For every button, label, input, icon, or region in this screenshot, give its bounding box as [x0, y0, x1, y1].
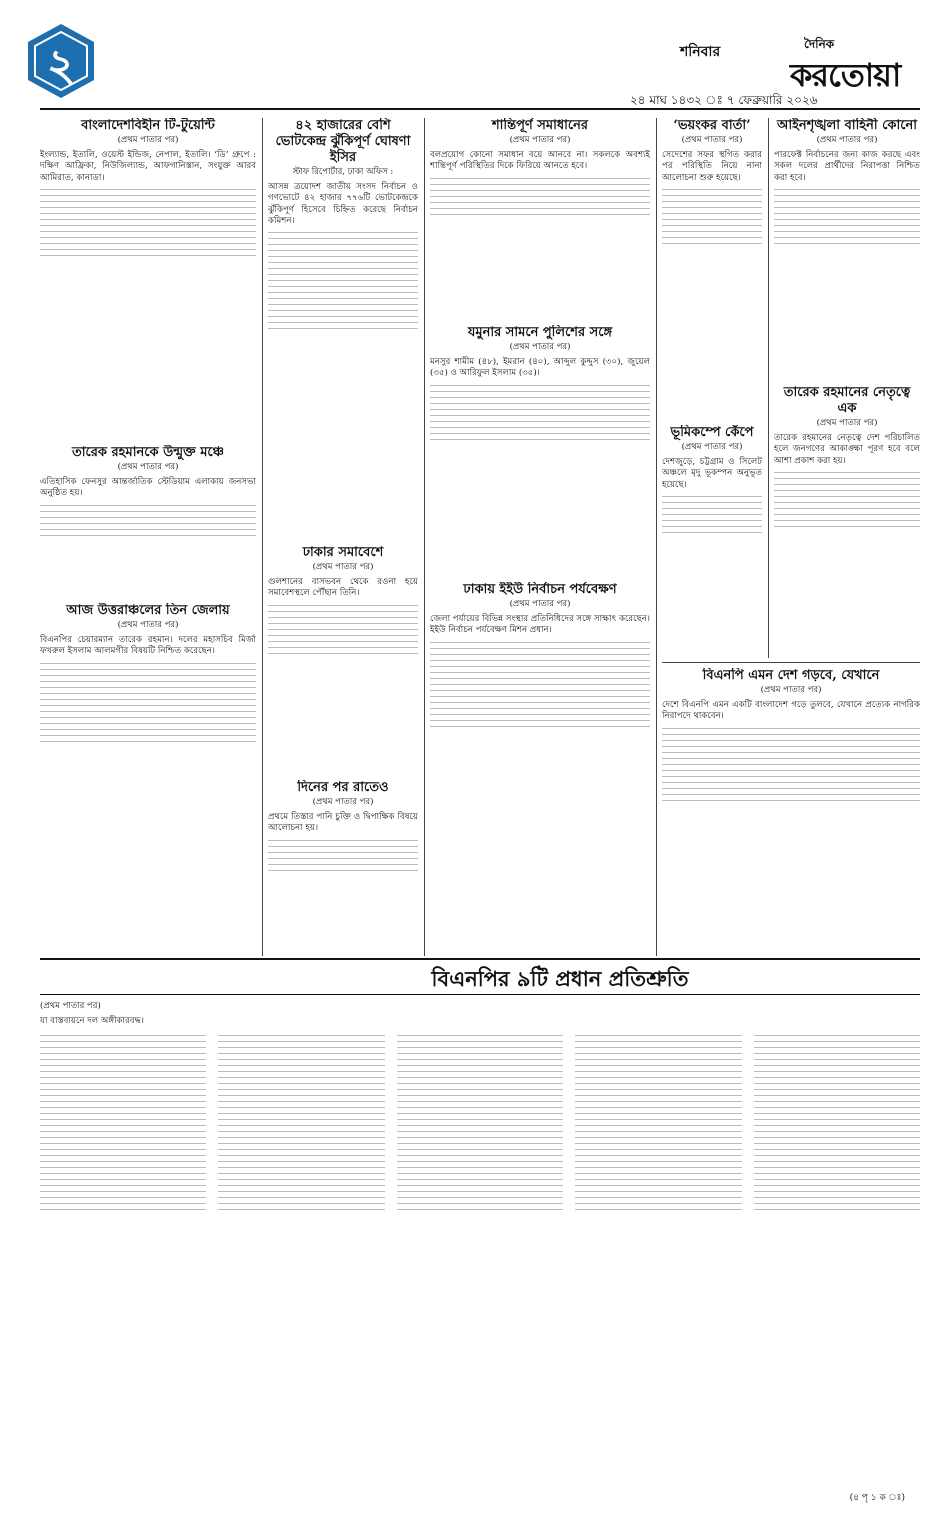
article-subtitle: (প্রথম পাতার পর)	[816, 135, 878, 145]
bottom-headline: বিএনপির ৯টি প্রধান প্রতিশ্রুতি	[431, 966, 689, 991]
article-body	[40, 663, 256, 742]
article-body	[662, 728, 920, 801]
article-headline: যমুনার সামনে পুলিশের সঙ্গে	[467, 325, 613, 340]
article-a10	[662, 425, 762, 655]
masthead-rule	[40, 108, 920, 110]
article-a15	[40, 1000, 920, 1490]
article-a2	[40, 445, 256, 595]
article-a12	[774, 385, 920, 655]
article-lead: পারফেক্ট নির্বাচনের জন্য কাজ করছে এবং সকল দলের প্রার্থীদের নিরাপত্তা নিশ্চিত করা হবে।	[774, 150, 920, 183]
article-lead: আসন্ন ত্রয়োদশ জাতীয় সংসদ নির্বাচন ও গণভোটে ৪২ হাজার ৭৭৬টি ভোটকেন্দ্রকে ঝুঁকিপূর্ণ হিসেবে চিহ্নিত করেছে নির্বাচন কমিশন।	[268, 182, 418, 226]
article-headline: দিনের পর রাতেও	[297, 780, 389, 795]
article-a5	[268, 545, 418, 775]
article-subtitle: (প্রথম পাতার পর)	[509, 599, 571, 609]
article-a1	[40, 118, 256, 438]
column-divider	[262, 118, 263, 956]
article-subtitle: (প্রথম পাতার পর)	[117, 620, 179, 630]
article-subtitle: (প্রথম পাতার পর)	[509, 342, 571, 352]
article-headline: ঢাকায় ইইউ নির্বাচন পর্যবেক্ষণ	[463, 582, 617, 597]
column-divider	[656, 118, 657, 956]
article-lead: প্রথমে তিস্তার পানি চুক্তি ও দ্বিপাক্ষিক বিষয়ে আলোচনা হয়।	[268, 812, 418, 834]
article-subtitle: (প্রথম পাতার পর)	[40, 1001, 101, 1011]
masthead	[0, 0, 945, 112]
article-lead: সেদেশের সফর স্থগিত করার পর পরিস্থিতি নিয়ে নানা আলোচনা শুরু হয়েছে।	[662, 150, 762, 183]
article-a13	[662, 668, 920, 953]
article-body	[774, 189, 920, 244]
article-subtitle: (প্রথম পাতার পর)	[117, 135, 179, 145]
article-body	[268, 605, 418, 654]
brand-name: করতোয়া	[790, 56, 901, 94]
article-lead: দেশে বিএনপি এমন একটি বাংলাদেশ গড়ে তুলবে, যেখানে প্রত্যেক নাগরিক নিরাপদে থাকবেন।	[662, 700, 920, 722]
brand-small: দৈনিক	[804, 37, 835, 51]
article-subtitle: (প্রথম পাতার পর)	[816, 418, 878, 428]
date-line: ২৪ মাঘ ১৪৩২ ঃ ৭ ফেব্রুয়ারি ২০২৬	[630, 93, 818, 107]
article-lead: দেশজুড়ে, চট্টগ্রাম ও সিলেট অঞ্চলে মৃদু ভূকম্পন অনুভূত হয়েছে।	[662, 457, 762, 490]
article-headline: তারেক রহমানকে উন্মুক্ত মঞ্চে	[71, 445, 224, 460]
article-headline: ঢাকার সমাবেশে	[302, 545, 384, 560]
article-a6	[430, 118, 650, 318]
article-a9	[662, 118, 762, 418]
article-lead: গুলশানের বাসভবন থেকে রওনা হয়ে সমাবেশস্থলে পৌঁছান তিনি।	[268, 577, 418, 599]
article-body	[40, 505, 256, 536]
article-a14	[268, 780, 418, 955]
column-divider	[424, 118, 425, 956]
article-headline: বিএনপি এমন দেশ গড়বে, যেখানে	[702, 668, 880, 683]
article-body	[662, 496, 762, 533]
article-headline: ৪২ হাজারের বেশি ভোটকেন্দ্র ঝুঁকিপূর্ণ ঘোষণা ইসির	[275, 118, 411, 165]
article-subtitle: (প্রথম পাতার পর)	[117, 462, 179, 472]
page-number: ২	[46, 40, 76, 91]
article-headline: বাংলাদেশবিহীন টি-টুয়েন্টি	[81, 118, 215, 133]
article-body	[430, 642, 650, 727]
article-lead: মনসুর শামীম (৪৮), ইমরান (৪০), আব্দুল কুদ্দুস (৩০), জুয়েল (৩৫) ও আরিফুল ইসলাম (৩৫)।	[430, 357, 650, 379]
column-divider	[768, 118, 769, 658]
article-a7	[430, 325, 650, 575]
article-subtitle: (প্রথম পাতার পর)	[312, 797, 374, 807]
article-headline: ‘ভয়ংকর বার্তা’	[673, 118, 751, 133]
article-headline: শান্তিপূর্ণ সমাধানের	[491, 118, 589, 133]
article-body	[662, 189, 762, 244]
article-body	[430, 385, 650, 440]
article-a4	[268, 118, 418, 538]
article-lead: বিএনপির চেয়ারম্যান তারেক রহমান। দলের মহাসচিব মির্জা ফখরুল ইসলাম আলমগীর বিষয়টি নিশ্চিত করেছেন।	[40, 635, 256, 657]
article-body	[774, 472, 920, 527]
article-headline: ভূমিকম্পে কেঁপে	[670, 425, 754, 440]
article-body	[268, 840, 418, 871]
article-subtitle: স্টাফ রিপোর্টার, ঢাকা অফিস :	[292, 167, 394, 177]
article-subtitle: (প্রথম পাতার পর)	[760, 685, 822, 695]
article-body	[40, 189, 256, 256]
article-subtitle: (প্রথম পাতার পর)	[681, 135, 743, 145]
article-a3	[40, 603, 256, 953]
article-subtitle: (প্রথম পাতার পর)	[312, 562, 374, 572]
article-lead: বলপ্রয়োগ কোনো সমাধান বয়ে আনবে না। সকলকে অবশ্যই শান্তিপূর্ণ পরিস্থিতির দিকে ফিরিয়ে আনতে হবে।	[430, 150, 650, 172]
article-subtitle: (প্রথম পাতার পর)	[509, 135, 571, 145]
article-lead: ইংল্যান্ড, ইতালি, ওয়েস্ট ইন্ডিজ, নেপাল, ইতালি। ‘ডি’ গ্রুপে : দক্ষিণ আফ্রিকা, নিউজিল্যান্ড, আফগানিস্তান, সংযুক্ত আরব আমিরাত, কানাডা।	[40, 150, 256, 183]
section-rule	[662, 662, 920, 663]
article-body	[268, 232, 418, 329]
article-subtitle: (প্রথম পাতার পর)	[681, 442, 743, 452]
article-lead: এতিহাসিক ফেনসুর আন্তর্জাতিক স্টেডিয়াম এলাকায় জনসভা অনুষ্ঠিত হয়।	[40, 477, 256, 499]
day-label: শনিবার	[680, 44, 721, 60]
article-lead: যা বাস্তবায়নে দল অঙ্গীকারবদ্ধ।	[40, 1016, 144, 1027]
article-headline: আজ উত্তরাঞ্চলের তিন জেলায়	[66, 603, 230, 618]
article-headline: আইনশৃঙ্খলা বাহিনী কোনো	[776, 118, 918, 133]
continued-note: (৪ পৃ ১ ক ঃ)	[849, 1493, 905, 1503]
article-lead: জেলা পর্যায়ের বিভিন্ন সংস্থার প্রতিনিধিদের সঙ্গে সাক্ষাৎ করেছেন। ইইউ নির্বাচন পর্যবেক্ষণ মিশন প্রধান।	[430, 614, 650, 636]
article-a11	[774, 118, 920, 378]
article-lead: তারেক রহমানের নেতৃত্বে দেশ পরিচালিত হলে জনগণের আকাঙ্ক্ষা পূরণ হবে বলে আশা প্রকাশ করা হয়।	[774, 433, 920, 466]
article-body-columns	[40, 1030, 920, 1215]
article-body	[430, 178, 650, 215]
article-a8	[430, 582, 650, 952]
article-headline: তারেক রহমানের নেতৃত্বে এক	[783, 385, 911, 416]
